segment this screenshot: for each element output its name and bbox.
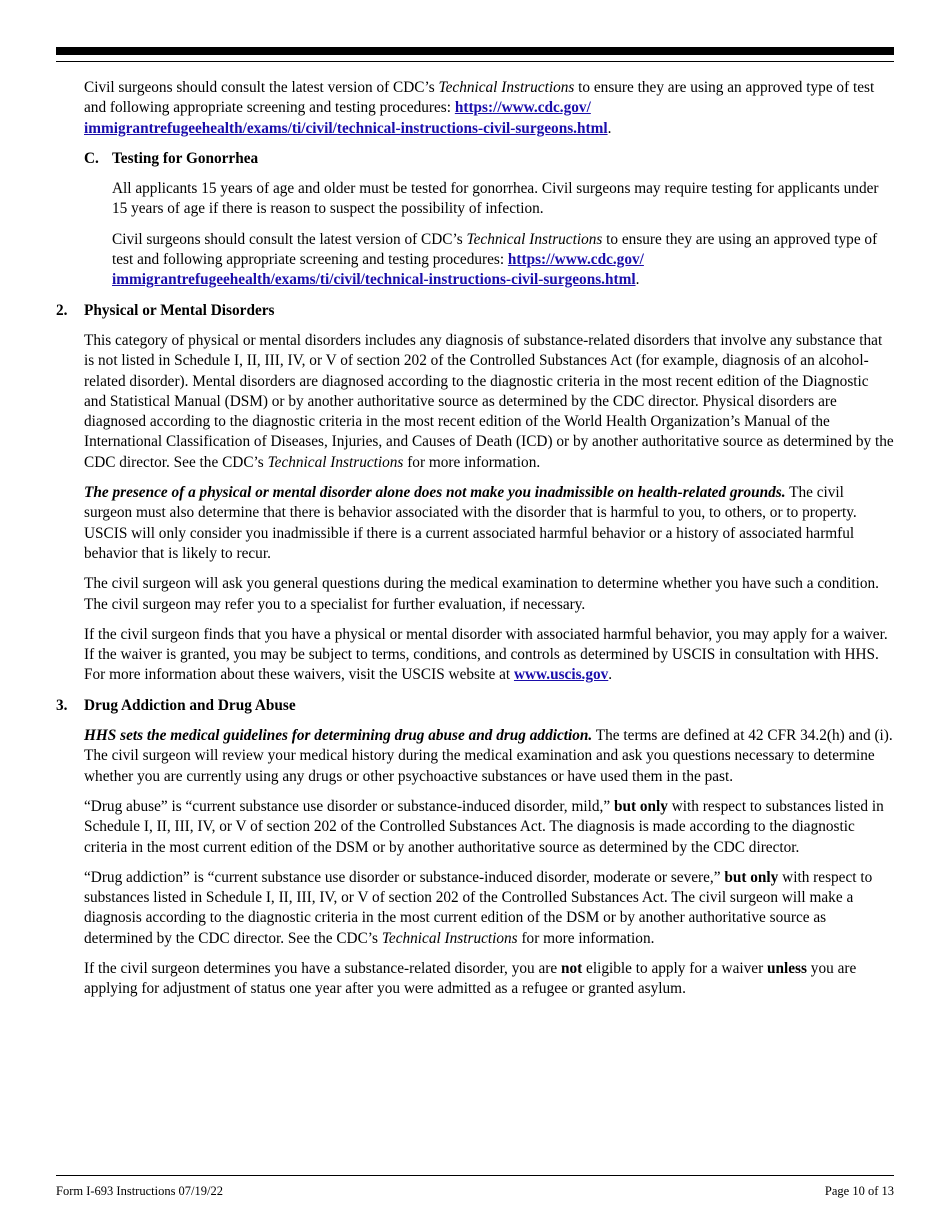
footer-rule: [56, 1175, 894, 1176]
paragraph-b-cdc-reference: Civil surgeons should consult the latest version of CDC’s Technical Instructions to ensure they are using an approved type of test and following appropriate screening and testing procedures: https://www.cdc.gov/ immigrantrefugeehealth/exams/ti/civil/technical-instructions-civil-surgeons.html.: [84, 79, 875, 137]
cdc-technical-instructions-link[interactable]: https://www.cdc.gov/ immigrantrefugeehealth/exams/ti/civil/technical-instructions-civil-surgeons.html: [112, 251, 644, 289]
header-rule-thick: [56, 47, 894, 55]
page-footer: [56, 1184, 894, 1199]
paragraph-c-1: All applicants 15 years of age and older must be tested for gonorrhea. Civil surgeons may require testing for applicants under 15 years of age if there is reason to suspect the possibility of infection.: [112, 180, 879, 218]
form-identifier: Form I-693 Instructions 07/19/22: [56, 1184, 224, 1198]
paragraph-3-2: “Drug abuse” is “current substance use disorder or substance-induced disorder, mild,” but only with respect to substances listed in Schedule I, II, III, IV, or V of section 202 of the Controlled Substances Act. The diagnosis is made according to the diagnostic criteria in the most current edition of the DSM or by another authoritative source as determined by the CDC director.: [84, 797, 884, 856]
paragraph-2-4: If the civil surgeon finds that you have a physical or mental disorder with associated harmful behavior, you may apply for a waiver. If the waiver is granted, you may be subject to terms, conditions, and controls as determined by USCIS in consultation with HHS. For more information about these waivers, visit the USCIS website at www.uscis.gov.: [84, 625, 888, 684]
uscis-website-link[interactable]: www.uscis.gov: [513, 666, 609, 684]
section-2-title: Physical or Mental Disorders: [84, 301, 275, 319]
paragraph-2-1: This category of physical or mental disorders includes any diagnosis of substance-related disorders that involve any substance that is not listed in Schedule I, II, III, IV, or V of section 202 of the Controlled Substances Act (for example, diagnosis of an alcohol-related disorder). Mental disorders are diagnosed according to the diagnostic criteria in the most recent edition of the Diagnostic and Statistical Manual (DSM) or by another authoritative source as determined by the CDC director. Physical disorders are diagnosed according to the diagnostic criteria in the most recent edition of the World Health Organization’s Manual of the International Classification of Diseases, Injuries, and Causes of Death (ICD) or by another authoritative source as determined by the CDC director. See the CDC’s Technical Instructions for more information.: [84, 331, 894, 471]
page-number: Page 10 of 13: [824, 1184, 894, 1198]
paragraph-3-1: HHS sets the medical guidelines for determining drug abuse and drug addiction. The terms are defined at 42 CFR 34.2(h) and (i). The civil surgeon will review your medical history during the medical examination and ask you questions necessary to determine whether you are currently using any drugs or other psychoactive substances or have used them in the past.: [84, 727, 893, 785]
paragraph-c-cdc-reference: Civil surgeons should consult the latest version of CDC’s Technical Instructions to ensure they are using an approved type of test and following appropriate screening and testing procedures: https://www.cdc.gov/ immigrantrefugeehealth/exams/ti/civil/technical-instructions-civil-surgeons.html.: [112, 230, 878, 289]
paragraph-3-4: If the civil surgeon determines you have a substance-related disorder, you are not eligible to apply for a waiver unless you are applying for adjustment of status one year after you were admitted as a refugee or granted asylum.: [84, 959, 857, 998]
document-body: [56, 78, 894, 1010]
section-3-heading: 3. Drug Addiction and Drug Abuse: [56, 696, 894, 716]
section-c-title: Testing for Gonorrhea: [112, 149, 259, 167]
section-2-heading: 2. Physical or Mental Disorders: [56, 301, 894, 321]
section-3-title: Drug Addiction and Drug Abuse: [84, 696, 296, 714]
paragraph-2-2: The presence of a physical or mental disorder alone does not make you inadmissible on health-related grounds. The civil surgeon must also determine that there is behavior associated with the disorder that is harmful to you, to others, or to property. USCIS will only consider you inadmissible if there is a current associated harmful behavior or a history of associated harmful behavior that is likely to recur.: [84, 484, 857, 562]
header-rule-thin: [56, 61, 894, 62]
section-c-heading: C. Testing for Gonorrhea: [84, 149, 894, 169]
cdc-technical-instructions-link[interactable]: https://www.cdc.gov/ immigrantrefugeehealth/exams/ti/civil/technical-instructions-civil-surgeons.html: [84, 99, 608, 137]
paragraph-3-3: “Drug addiction” is “current substance use disorder or substance-induced disorder, moderate or severe,” but only with respect to substances listed in Schedule I, II, III, IV, or V of section 202 of the Controlled Substances Act. The civil surgeon will make a diagnosis according to the diagnostic criteria in the most current edition of the DSM or by another authoritative source as determined by the CDC director. See the CDC’s Technical Instructions for more information.: [84, 868, 873, 947]
paragraph-2-3: The civil surgeon will ask you general questions during the medical examination to determine whether you have such a condition. The civil surgeon may refer you to a specialist for further evaluation, if necessary.: [84, 575, 879, 613]
